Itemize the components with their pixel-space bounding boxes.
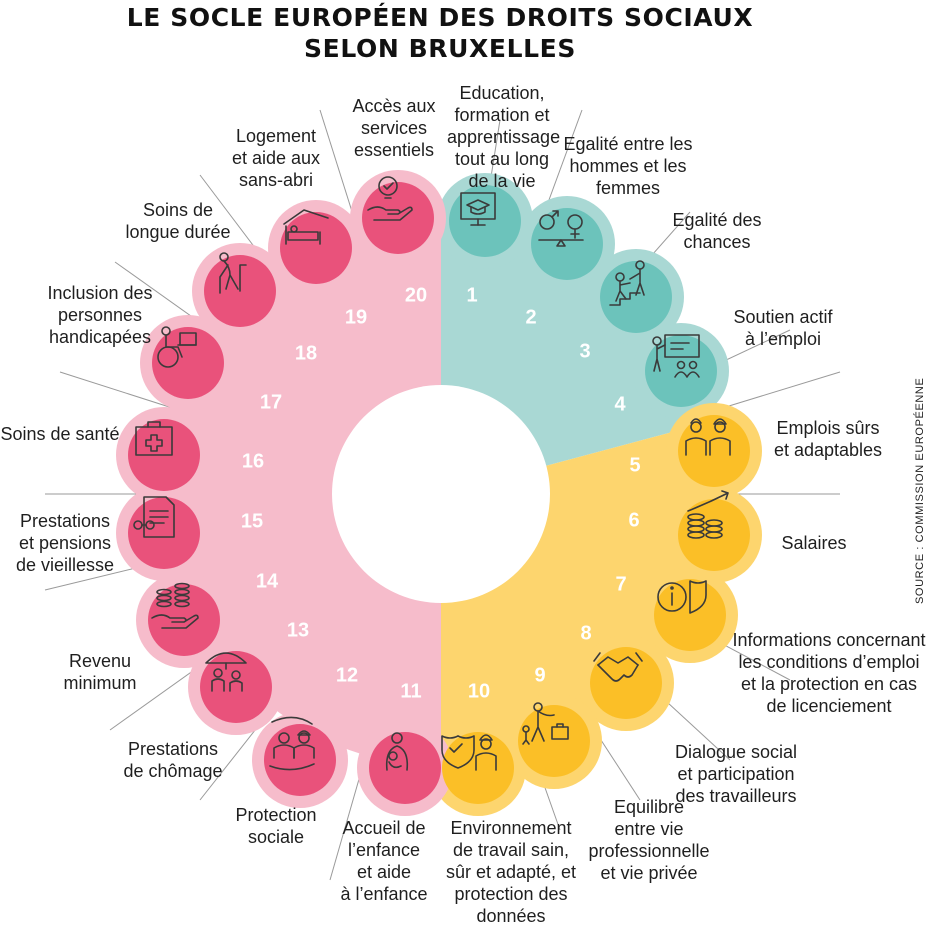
right-number-1: 1 <box>466 284 478 307</box>
label-right-1: Education, formation et apprentissage tout au long de la vie <box>447 83 561 191</box>
title-line-2: SELON BRUXELLES <box>304 34 576 63</box>
label-right-14: Revenu minimum <box>63 651 137 693</box>
right-number-10: 10 <box>467 680 491 703</box>
label-right-8: Dialogue social et participation des travailleurs <box>674 742 798 806</box>
label-right-7: Informations concernant les conditions d’emploi et la protection en cas de licenciement <box>732 630 926 716</box>
icon-circle-13 <box>200 651 272 723</box>
right-number-2: 2 <box>525 306 537 329</box>
icon-circle-10 <box>442 732 514 804</box>
right-number-17: 17 <box>259 391 283 414</box>
label-right-16: Soins de santé <box>0 424 120 444</box>
label-right-10: Environnement de travail sain, sûr et adapté, et protection des données <box>445 818 577 926</box>
icon-circle-11 <box>369 732 441 804</box>
right-number-6: 6 <box>628 509 640 532</box>
label-right-11: Accueil de l’enfance et aide à l’enfance <box>340 818 428 904</box>
label-right-19: Logement et aide aux sans-abri <box>231 126 321 190</box>
source-credit: SOURCE : COMMISSION EUROPÉENNE <box>914 377 926 604</box>
icon-circle-19 <box>280 212 352 284</box>
right-number-3: 3 <box>579 340 591 363</box>
wheel-center-hole <box>332 385 550 603</box>
icon-circle-2 <box>531 208 603 280</box>
right-number-12: 12 <box>335 664 359 687</box>
label-right-5: Emplois sûrs et adaptables <box>773 418 883 460</box>
icon-circle-3 <box>600 261 672 333</box>
icon-circle-1 <box>449 185 521 257</box>
right-number-18: 18 <box>294 342 318 365</box>
label-right-13: Prestations de chômage <box>123 739 223 781</box>
right-number-8: 8 <box>580 622 592 645</box>
label-right-15: Prestations et pensions de vieillesse <box>15 511 115 575</box>
title-line-1: LE SOCLE EUROPÉEN DES DROITS SOCIAUX <box>126 3 754 32</box>
icon-circle-17 <box>152 327 224 399</box>
label-right-9: Equilibre entre vie professionnelle et vie privée <box>588 797 710 883</box>
label-right-2: Egalité entre les hommes et les femmes <box>563 134 693 198</box>
right-number-4: 4 <box>614 393 626 416</box>
right-number-5: 5 <box>629 454 641 477</box>
icon-circle-20 <box>362 182 434 254</box>
label-right-6: Salaires <box>781 533 847 553</box>
label-right-3: Egalité des chances <box>672 210 762 252</box>
icon-circle-4 <box>645 335 717 407</box>
label-right-18: Soins de longue durée <box>125 200 231 242</box>
right-number-9: 9 <box>534 664 546 687</box>
right-number-7: 7 <box>615 573 627 596</box>
right-number-11: 11 <box>400 680 422 703</box>
label-right-20: Accès aux services essentiels <box>352 96 436 160</box>
right-number-14: 14 <box>255 570 279 593</box>
right-number-13: 13 <box>286 619 310 642</box>
right-number-15: 15 <box>240 510 264 533</box>
right-number-20: 20 <box>404 284 428 307</box>
right-number-19: 19 <box>344 306 368 329</box>
label-right-17: Inclusion des personnes handicapées <box>47 283 153 347</box>
icon-circle-15 <box>128 497 200 569</box>
right-number-16: 16 <box>241 450 265 473</box>
label-right-4: Soutien actif à l’emploi <box>733 307 833 349</box>
icon-circle-5 <box>678 415 750 487</box>
label-right-12: Protection sociale <box>235 805 317 847</box>
